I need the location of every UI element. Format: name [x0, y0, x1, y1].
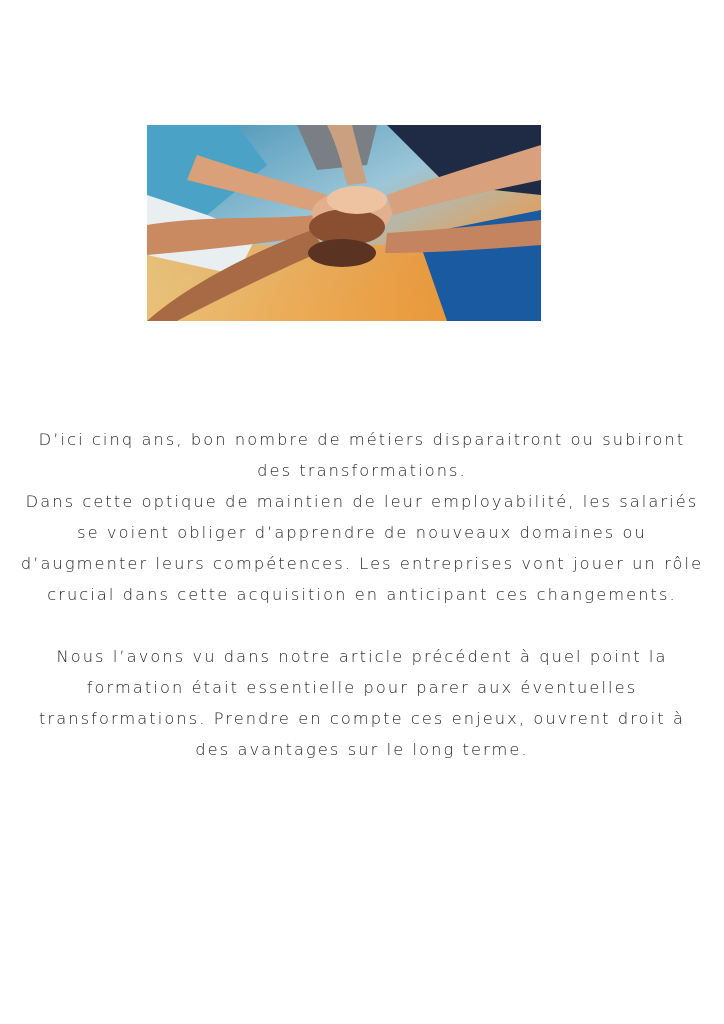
team-hands-photo [147, 125, 541, 321]
paragraph-intro-body: Dans cette optique de maintien de leur employabilité, les salariés se voient obliger d’apprendre de nouveaux domaines ou d’augmenter leurs compétences. Les entreprises vont jouer un rôle crucial dans cette acquisition en anticipant ces changements. [20, 492, 704, 604]
paragraph-conclusion: Nous l’avons vu dans notre article précédent à quel point la formation était essentielle pour parer aux éventuelles transformations. Prendre en compte ces enjeux, ouvrent droit à des avantages sur le long terme. [39, 647, 685, 759]
paragraph-spacer [20, 610, 704, 641]
paragraph-intro-line: D’ici cinq ans, bon nombre de métiers disparaitront ou subiront des transformations. [38, 430, 686, 480]
article-text [20, 424, 704, 765]
team-hands-illustration [147, 125, 541, 321]
